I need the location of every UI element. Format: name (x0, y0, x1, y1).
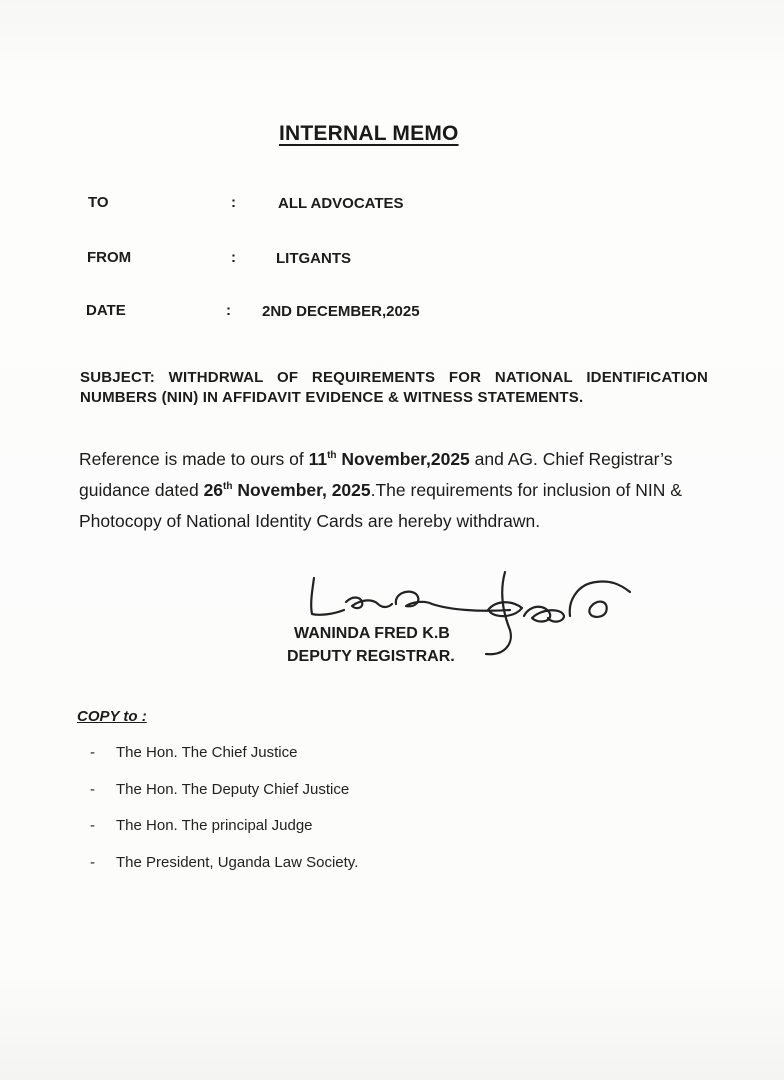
date-value: 2ND DECEMBER,2025 (262, 303, 420, 320)
to-value: ALL ADVOCATES (278, 195, 404, 212)
from-label: FROM (87, 249, 132, 266)
date-colon: : (226, 302, 231, 319)
copy-to-list (90, 744, 358, 890)
list-bullet: - (90, 853, 95, 871)
list-item (90, 781, 358, 818)
recipient-chief-justice: The Hon. The Chief Justice (116, 744, 298, 761)
list-item (90, 744, 358, 781)
recipient-deputy-chief-justice: The Hon. The Deputy Chief Justice (116, 780, 350, 798)
recipient-uls-president: The President, Uganda Law Society. (116, 853, 359, 871)
memo-body (79, 444, 719, 537)
copy-to-heading: COPY to : (77, 708, 147, 725)
body-text-part: and AG. Chief Registrar’s guidance dated (79, 449, 673, 500)
memo-title: INTERNAL MEMO (279, 122, 459, 145)
list-bullet: - (90, 744, 95, 761)
from-colon: : (231, 249, 236, 266)
list-item (90, 854, 358, 891)
from-value: LITGANTS (276, 250, 351, 267)
body-text-part: .The requirements for inclusion of NIN & Photocopy of National Identity Cards are hereby withdrawn. (79, 480, 682, 531)
list-item (90, 817, 358, 854)
body-text-part: Reference is made to ours of (79, 449, 309, 469)
to-label: TO (88, 194, 109, 211)
signatory-title: DEPUTY REGISTRAR. (287, 648, 455, 665)
signatory-name: WANINDA FRED K.B (294, 625, 450, 642)
reference-date-2: 26th November, 2025 (203, 480, 371, 500)
reference-date-1: 11th November,2025 (308, 449, 470, 469)
list-bullet: - (90, 817, 95, 834)
date-label: DATE (86, 302, 126, 319)
to-colon: : (231, 194, 236, 211)
memo-subject: SUBJECT: WITHDRWAL OF REQUIREMENTS FOR NATIONAL IDENTIFICATION NUMBERS (NIN) IN AFFIDAVIT EVIDENCE & WITNESS STATEMENTS. (80, 369, 708, 406)
recipient-principal-judge: The Hon. The principal Judge (116, 817, 313, 834)
list-bullet: - (90, 780, 95, 798)
